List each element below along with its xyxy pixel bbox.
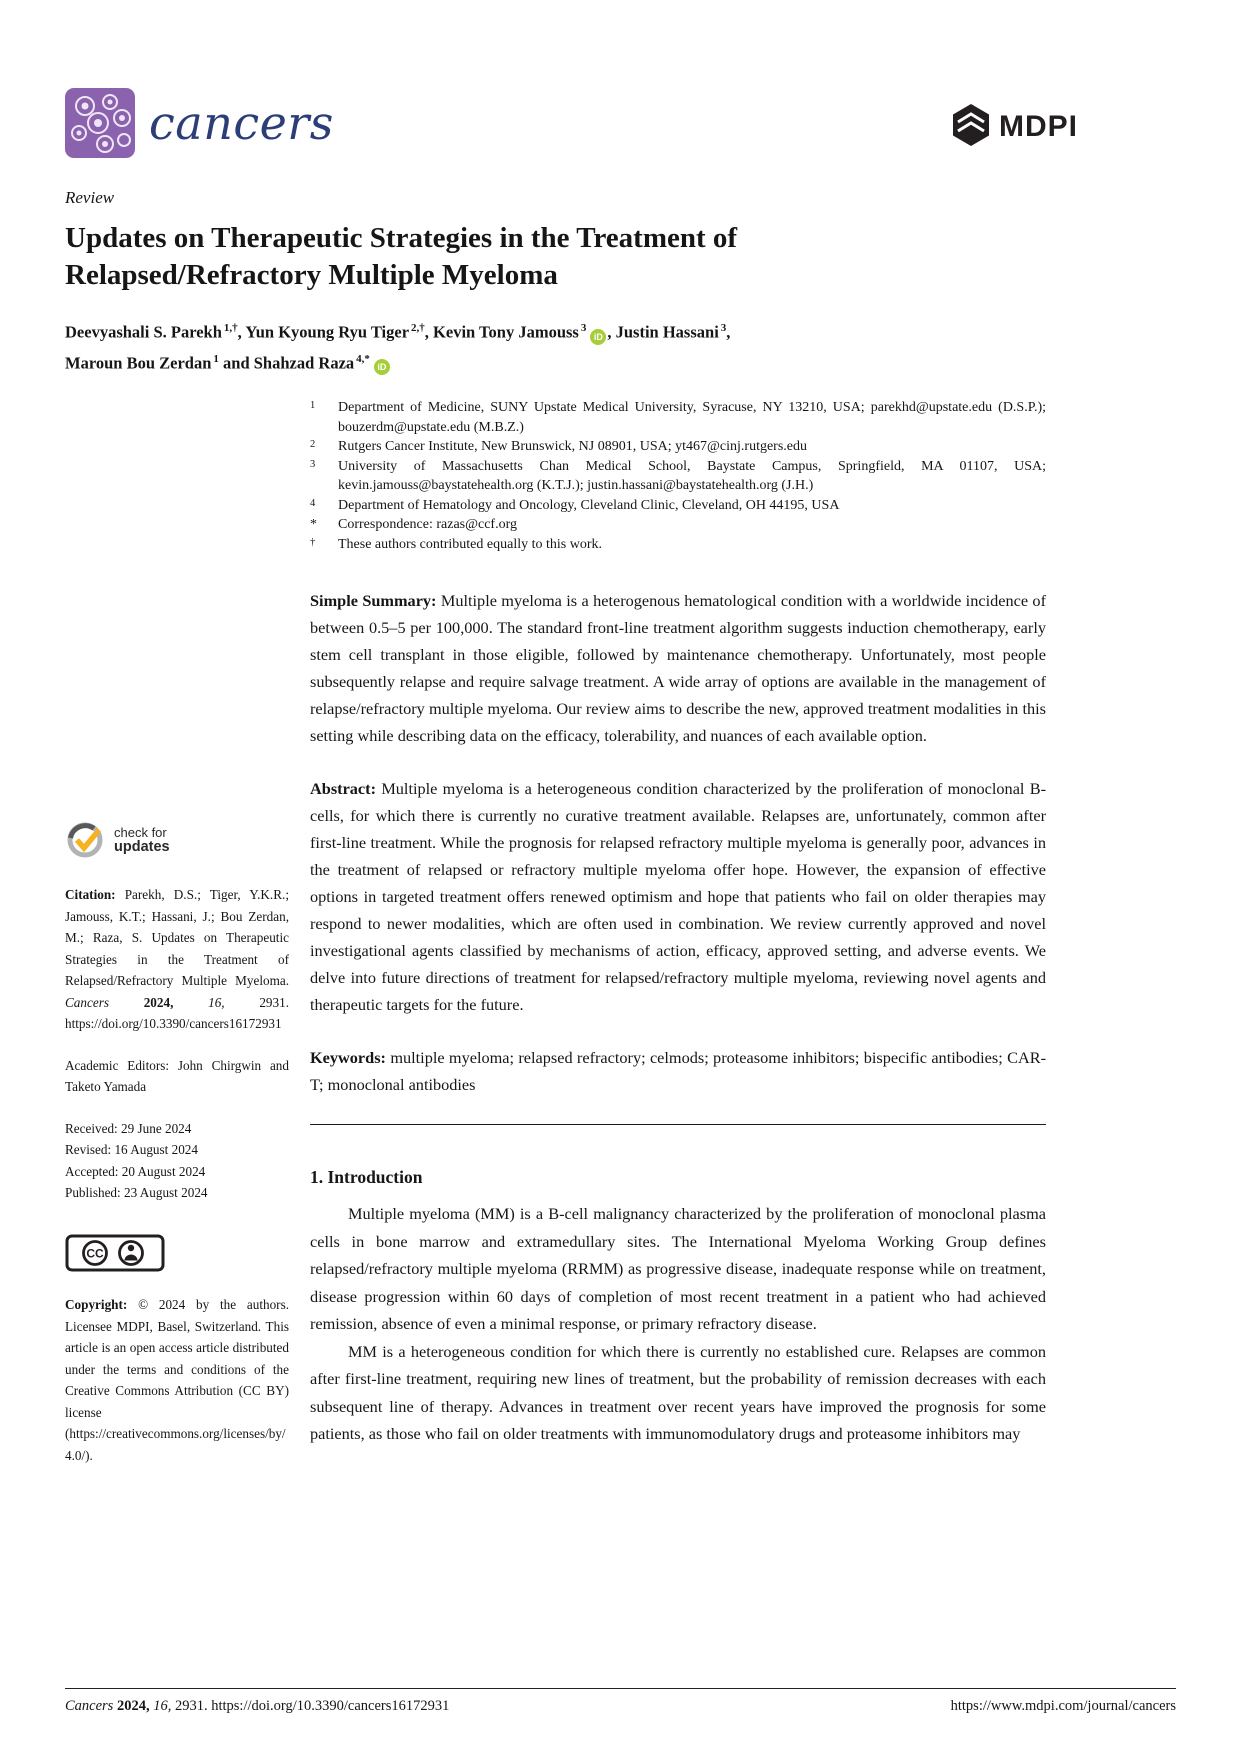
abstract-label: Abstract:: [310, 779, 377, 798]
affiliation-marker: *: [310, 517, 317, 532]
affiliation-marker: †: [310, 536, 316, 548]
affiliation-item: [310, 437, 1046, 457]
orcid-icon[interactable]: iD: [590, 329, 606, 345]
affiliation-text: Department of Medicine, SUNY Upstate Medical University, Syracuse, NY 13210, USA; parekhd@upstate.edu (D.S.P.); bouzerdm@upstate.edu (M.B.Z.): [338, 400, 1046, 435]
footer-citation: [65, 1698, 449, 1715]
citation-volume: 16,: [208, 994, 225, 1010]
affiliation-text: Department of Hematology and Oncology, Cleveland Clinic, Cleveland, OH 44195, USA: [338, 497, 840, 513]
page-footer: [65, 1688, 1176, 1715]
affiliation-list: [310, 398, 1046, 554]
copyright: [65, 1294, 289, 1466]
body-paragraphs: [310, 1200, 1046, 1448]
mdpi-logo[interactable]: [950, 98, 1078, 156]
mdpi-wordmark: MDPI: [999, 110, 1078, 143]
article-head: [65, 188, 1050, 376]
simple-summary-text: Multiple myeloma is a heterogenous hematological condition with a worldwide incidence of between 0.5–5 per 100,000. The standard front-line treatment algorithm suggests induction chemotherapy, early stem cell transplant in those eligible, followed by maintenance chemotherapy. Unfortunately, most people subsequently relapse and require salvage treatment. A wide array of options are available in the management of relapse/refractory multiple myeloma. Our review aims to describe the new, approved treatment modalities in this setting while describing data on the efficacy, tolerability, and nuances of each available option.: [310, 591, 1046, 745]
affiliation-marker: 1: [310, 400, 316, 411]
author-affiliation-marker: 2,†: [411, 322, 425, 334]
history-date-row: Revised: 16 August 2024: [65, 1142, 198, 1157]
footer-year: 2024,: [116, 1698, 150, 1714]
keywords-label: Keywords:: [310, 1048, 386, 1067]
affiliation-marker: 4: [310, 497, 316, 509]
check-updates-line2: updates: [114, 839, 170, 855]
affiliation-item: [310, 535, 1046, 555]
abstract-text: Multiple myeloma is a heterogeneous condition characterized by the proliferation of monoclonal B-cells, for which there is currently no curative treatment available. Relapses are, unfortunately, common after first-line treatment. While the prognosis for relapsed refractory multiple myeloma is generally poor, advances in the treatment of relapsed or refractory multiple myeloma offer hope. However, the expansion of effective options in targeted treatment offers renewed optimism and hope that patients who fail on older therapies may respond to newer modalities, which are often used in combination. We review currently approved and novel investigational agents classified by mechanisms of action, efficacy, approved setting, and adverse events. We delve into future directions of treatment for relapsed/refractory multiple myeloma, reviewing novel agents and therapeutic targets for the future.: [310, 779, 1047, 1014]
keywords-text: multiple myeloma; relapsed refractory; celmods; proteasome inhibitors; bispecific antibodies; CAR-T; monoclonal antibodies: [310, 1048, 1047, 1094]
affiliation-marker: 3: [310, 458, 316, 470]
author-affiliation-marker: 1,†: [223, 322, 238, 334]
affiliation-text: Correspondence: razas@ccf.org: [338, 517, 517, 532]
history-date-row: Accepted: 20 August 2024: [65, 1163, 206, 1179]
cc-by-license-badge[interactable]: [65, 1234, 165, 1279]
affiliation-marker: 2: [310, 439, 316, 450]
author-affiliation-marker: 3: [580, 322, 587, 334]
history-date-row: Published: 23 August 2024: [65, 1185, 208, 1200]
citation: [65, 884, 289, 1035]
simple-summary: [310, 587, 1046, 749]
academic-editors-label: Academic Editors:: [65, 1057, 170, 1073]
footer-journal-url[interactable]: https://www.mdpi.com/journal/cancers: [950, 1698, 1176, 1714]
author-name: Justin Hassani: [615, 322, 719, 342]
body-paragraph: MM is a heterogeneous condition for which there is currently no established cure. Relapses are common after first-line treatment, requiring new lines of treatment, but the probability of remission decreases with each subsequent line of therapy. Advances in treatment over recent years have improved the prognosis for some patients, as those who fail on older treatments with immunomodulatory drugs and proteasome inhibitors may: [310, 1341, 1046, 1443]
article-type: Review: [65, 188, 115, 207]
svg-text:CC: CC: [86, 1246, 104, 1260]
academic-editors-names: John Chirgwin and Taketo Yamada: [65, 1057, 289, 1094]
cancers-logo-icon: [65, 88, 135, 158]
check-updates-icon: [65, 820, 105, 860]
footer-doi-link[interactable]: 2931. https://doi.org/10.3390/cancers16172931: [174, 1698, 450, 1714]
history-date-row: Received: 29 June 2024: [65, 1120, 192, 1136]
copyright-text: © 2024 by the authors. Licensee MDPI, Basel, Switzerland. This article is an open access article distributed under the terms and conditions of the Creative Commons Attribution (CC BY) license (https://creativecommons.org/licenses/by/4.0/).: [65, 1297, 289, 1463]
section-heading: 1. Introduction: [310, 1167, 423, 1187]
affiliation-item: [310, 398, 1046, 437]
author-affiliation-marker: 3: [720, 322, 727, 334]
affiliation-item: [310, 515, 1046, 535]
affiliation-item: [310, 496, 1046, 516]
affiliation-text: These authors contributed equally to this work.: [338, 536, 602, 552]
footer-journal: Cancers: [65, 1698, 114, 1714]
history-dates: [65, 1118, 289, 1204]
citation-year: 2024,: [143, 994, 174, 1010]
author-affiliation-marker: 1: [213, 352, 219, 365]
journal-name: cancers: [149, 96, 334, 150]
affiliation-text: Rutgers Cancer Institute, New Brunswick, NJ 08901, USA; yt467@cinj.rutgers.edu: [338, 439, 807, 454]
front-matter-divider: [310, 1124, 1046, 1125]
sidebar: [65, 820, 289, 1486]
mdpi-hexagon-icon: [950, 98, 992, 156]
main-column: [310, 398, 1046, 1448]
author-name: Shahzad Raza: [253, 353, 355, 372]
author-name: Maroun Bou Zerdan: [65, 353, 212, 372]
citation-journal: Cancers: [65, 994, 109, 1010]
journal-logo[interactable]: [65, 88, 334, 158]
academic-editors: [65, 1055, 289, 1098]
check-for-updates-badge[interactable]: [65, 820, 289, 860]
author-name: Deevyashali S. Parekh: [65, 322, 222, 342]
orcid-icon[interactable]: iD: [374, 359, 390, 375]
check-updates-text: [114, 825, 170, 855]
affiliation-text: University of Massachusetts Chan Medical School, Baystate Campus, Springfield, MA 01107, USA; kevin.jamouss@baystatehealth.org (K.T.J.); justin.hassani@baystatehealth.org (J.H.): [338, 458, 1046, 493]
citation-body: Parekh, D.S.; Tiger, Y.K.R.; Jamouss, K.T.; Hassani, J.; Bou Zerdan, M.; Raza, S. Updates on Therapeutic Strategies in the Treatment of Relapsed/Refractory Multiple Myeloma.: [65, 887, 289, 988]
check-updates-line1: check for: [114, 825, 167, 840]
author-name: Yun Kyoung Ryu Tiger: [245, 322, 410, 342]
author-line: Deevyashali S. Parekh $^{1,\dagger}$, Yun Kyoung Ryu Tiger $^{2,\dagger}$, Kevin Tony Jamouss $^3$iD , Justin Hassani $^3$, Maroun Bou Zerdan $^1$ and Shahzad Raza $^{4,*}$iD: [65, 315, 1005, 376]
simple-summary-label: Simple Summary:: [310, 591, 437, 610]
article-title: Updates on Therapeutic Strategies in the Treatment of Relapsed/Refractory Multiple Myeloma: [65, 222, 738, 291]
citation-label: Citation:: [65, 887, 116, 902]
affiliation-item: [310, 457, 1046, 496]
cc-by-icon: [65, 1234, 165, 1272]
author-name: Kevin Tony Jamouss: [433, 322, 579, 342]
abstract: [310, 775, 1046, 1018]
footer-volume: 16,: [153, 1698, 172, 1714]
copyright-label: Copyright:: [65, 1297, 128, 1312]
citation-doi-link[interactable]: 2931. https://doi.org/10.3390/cancers16172931: [65, 994, 289, 1031]
author-affiliation-marker: 4,*: [356, 352, 370, 365]
body-paragraph: Multiple myeloma (MM) is a B-cell malignancy characterized by the proliferation of monoclonal plasma cells in bone marrow and extramedullary sites. The International Myeloma Working Group defines relapsed/refractory multiple myeloma (RRMM) as progressive disease, inadequate response while on treatment, disease progression within 60 days of completion of most recent treatment in a patient who had achieved remission, absence of even a minimal response, or primary refractory disease.: [310, 1204, 1046, 1333]
keywords: [310, 1044, 1046, 1098]
